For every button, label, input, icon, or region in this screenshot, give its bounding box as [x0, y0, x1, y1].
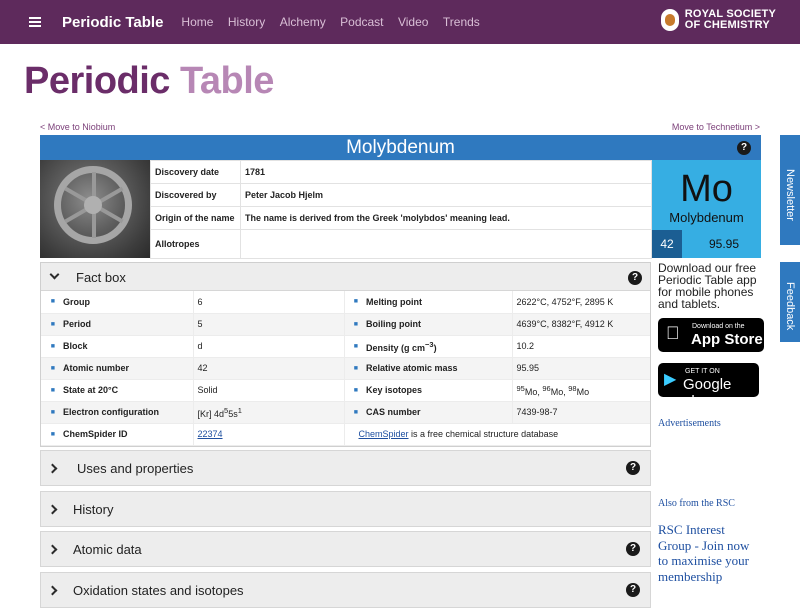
discovery-label: Discovery date — [151, 161, 241, 184]
discovery-row — [151, 207, 652, 230]
fact-value: 7439-98-7 — [512, 401, 650, 423]
section-title: Uses and properties — [77, 461, 194, 476]
element-symbol: Mo — [680, 168, 733, 210]
discovery-label: Origin of the name — [151, 207, 241, 230]
fact-box-header[interactable] — [41, 263, 650, 291]
chemspider-id-link[interactable]: 22374 — [197, 429, 223, 439]
discovery-label: Discovered by — [151, 184, 241, 207]
fact-value: 5 — [193, 313, 344, 335]
rsc-logo[interactable] — [661, 9, 776, 31]
navbar-brand[interactable]: Periodic Table — [62, 13, 164, 31]
chemspider-link[interactable]: ChemSpider — [358, 429, 409, 439]
bullet-icon: ■ — [41, 313, 59, 335]
section-oxidation-states[interactable] — [40, 572, 651, 608]
section-uses-and-properties[interactable] — [40, 450, 651, 486]
page-title-part1: Periodic — [24, 60, 170, 102]
bullet-icon: ■ — [41, 423, 59, 445]
bullet-icon: ■ — [41, 401, 59, 423]
rsc-logo-line2: OF CHEMISTRY — [684, 19, 770, 31]
discovery-row — [151, 230, 652, 259]
top-navbar — [0, 0, 800, 44]
bullet-icon: ■ — [344, 357, 362, 379]
bullet-icon: ■ — [41, 357, 59, 379]
nav-history[interactable]: History — [227, 15, 266, 29]
fact-value: 95.95 — [512, 357, 650, 379]
section-atomic-data[interactable] — [40, 531, 651, 567]
nav-trends[interactable]: Trends — [442, 15, 480, 29]
fact-label: CAS number — [362, 401, 512, 423]
bullet-icon: ■ — [344, 313, 362, 335]
electron-configuration: [Kr] $4d^55s^1$ — [193, 401, 344, 423]
table-row — [41, 379, 650, 401]
discovery-value: 1781 — [241, 161, 652, 184]
fact-label: Electron configuration — [59, 401, 193, 423]
fact-label: Period — [59, 313, 193, 335]
fact-box — [40, 262, 651, 447]
key-isotopes: $^{95}$Mo, $^{96}$Mo, $^{98}$Mo — [512, 379, 650, 401]
nav-podcast[interactable]: Podcast — [340, 15, 384, 29]
table-row — [41, 401, 650, 423]
element-name: Molybdenum — [346, 137, 455, 158]
fact-value: 42 — [193, 357, 344, 379]
chevron-right-icon — [48, 464, 58, 474]
nav-home[interactable]: Home — [181, 15, 214, 29]
discovery-label: Allotropes — [151, 230, 241, 259]
rsc-crest-icon — [661, 9, 679, 31]
fact-value: d — [193, 335, 344, 357]
fact-label: Atomic number — [59, 357, 193, 379]
element-tile-name: Molybdenum — [669, 210, 744, 225]
main-nav — [171, 13, 479, 31]
next-element-link[interactable]: Move to Technetium > — [671, 122, 760, 132]
app-store-badge[interactable]: Download on the App Store — [658, 318, 764, 352]
fact-value: 2622°C, 4752°F, 2895 K — [512, 291, 650, 313]
help-icon[interactable]: ? — [626, 542, 640, 556]
newsletter-tab[interactable]: Newsletter — [780, 135, 800, 245]
also-from-rsc-label: Also from the RSC — [658, 498, 735, 509]
discovery-value: The name is derived from the Greek 'molybdos' meaning lead. — [241, 207, 652, 230]
element-image — [40, 160, 150, 258]
google-play-icon: ▶ — [664, 371, 677, 388]
rsc-logo-line1: ROYAL SOCIETY — [684, 8, 776, 20]
advertisements-label: Advertisements — [658, 418, 721, 429]
bullet-icon: ■ — [344, 401, 362, 423]
feedback-tab[interactable]: Feedback — [780, 262, 800, 342]
fact-value: Solid — [193, 379, 344, 401]
help-icon[interactable]: ? — [626, 583, 640, 597]
help-icon[interactable]: ? — [737, 141, 751, 155]
table-row — [41, 291, 650, 313]
menu-icon[interactable] — [29, 17, 41, 27]
bullet-icon: ■ — [344, 335, 362, 357]
fact-label: Group — [59, 291, 193, 313]
fact-value: 6 — [193, 291, 344, 313]
bullet-icon: ■ — [41, 291, 59, 313]
table-row — [41, 357, 650, 379]
fact-label: Block — [59, 335, 193, 357]
prev-element-link[interactable]: < Move to Niobium — [40, 122, 116, 132]
atomic-mass: 95.95 — [708, 237, 740, 251]
fact-value: 4639°C, 8382°F, 4912 K — [512, 313, 650, 335]
help-icon[interactable]: ? — [628, 271, 642, 285]
page-title-part2: Table — [180, 60, 274, 102]
chevron-right-icon — [48, 505, 58, 515]
fact-label: Boiling point — [362, 313, 512, 335]
element-tile — [652, 160, 761, 258]
nav-video[interactable]: Video — [397, 15, 429, 29]
table-row — [41, 335, 650, 357]
fact-label: ChemSpider ID — [59, 423, 193, 445]
page-title — [24, 60, 274, 103]
discovery-row — [151, 184, 652, 207]
chevron-down-icon — [50, 270, 60, 280]
fact-value: 10.2 — [512, 335, 650, 357]
discovery-value — [241, 230, 652, 259]
fact-label: Key isotopes — [362, 379, 512, 401]
atomic-number: 42 — [652, 230, 682, 258]
chemspider-note: is a free chemical structure database — [408, 429, 559, 439]
discovery-value: Peter Jacob Hjelm — [241, 184, 652, 207]
bullet-icon: ■ — [41, 335, 59, 357]
section-history[interactable] — [40, 491, 651, 527]
app-promo-text: Download our free Periodic Table app for mobile phones and tablets. — [658, 261, 757, 311]
element-name-header — [40, 135, 761, 160]
section-title: Atomic data — [73, 542, 142, 557]
fact-box-title: Fact box — [76, 270, 126, 285]
rsc-interest-group-link[interactable]: RSC Interest Group - Join now to maximise your membership — [658, 522, 750, 584]
discovery-table — [150, 160, 652, 259]
google-play-badge[interactable]: ▶ GET IT ON Google play — [658, 363, 759, 397]
fact-label: Melting point — [362, 291, 512, 313]
fact-label: Density (g $cm^{-3}$) — [362, 335, 512, 357]
bullet-icon: ■ — [344, 291, 362, 313]
fact-label: Relative atomic mass — [362, 357, 512, 379]
section-title: Oxidation states and isotopes — [73, 583, 244, 598]
bullet-icon: ■ — [41, 379, 59, 401]
nav-alchemy[interactable]: Alchemy — [279, 15, 326, 29]
chevron-right-icon — [48, 586, 58, 596]
table-row — [41, 423, 650, 445]
table-row — [41, 313, 650, 335]
fact-label: State at 20°C — [59, 379, 193, 401]
chevron-right-icon — [48, 545, 58, 555]
fact-table — [41, 291, 650, 446]
help-icon[interactable]: ? — [626, 461, 640, 475]
section-title: History — [73, 502, 114, 517]
apple-icon — [666, 323, 680, 344]
bullet-icon: ■ — [344, 379, 362, 401]
discovery-row — [151, 161, 652, 184]
